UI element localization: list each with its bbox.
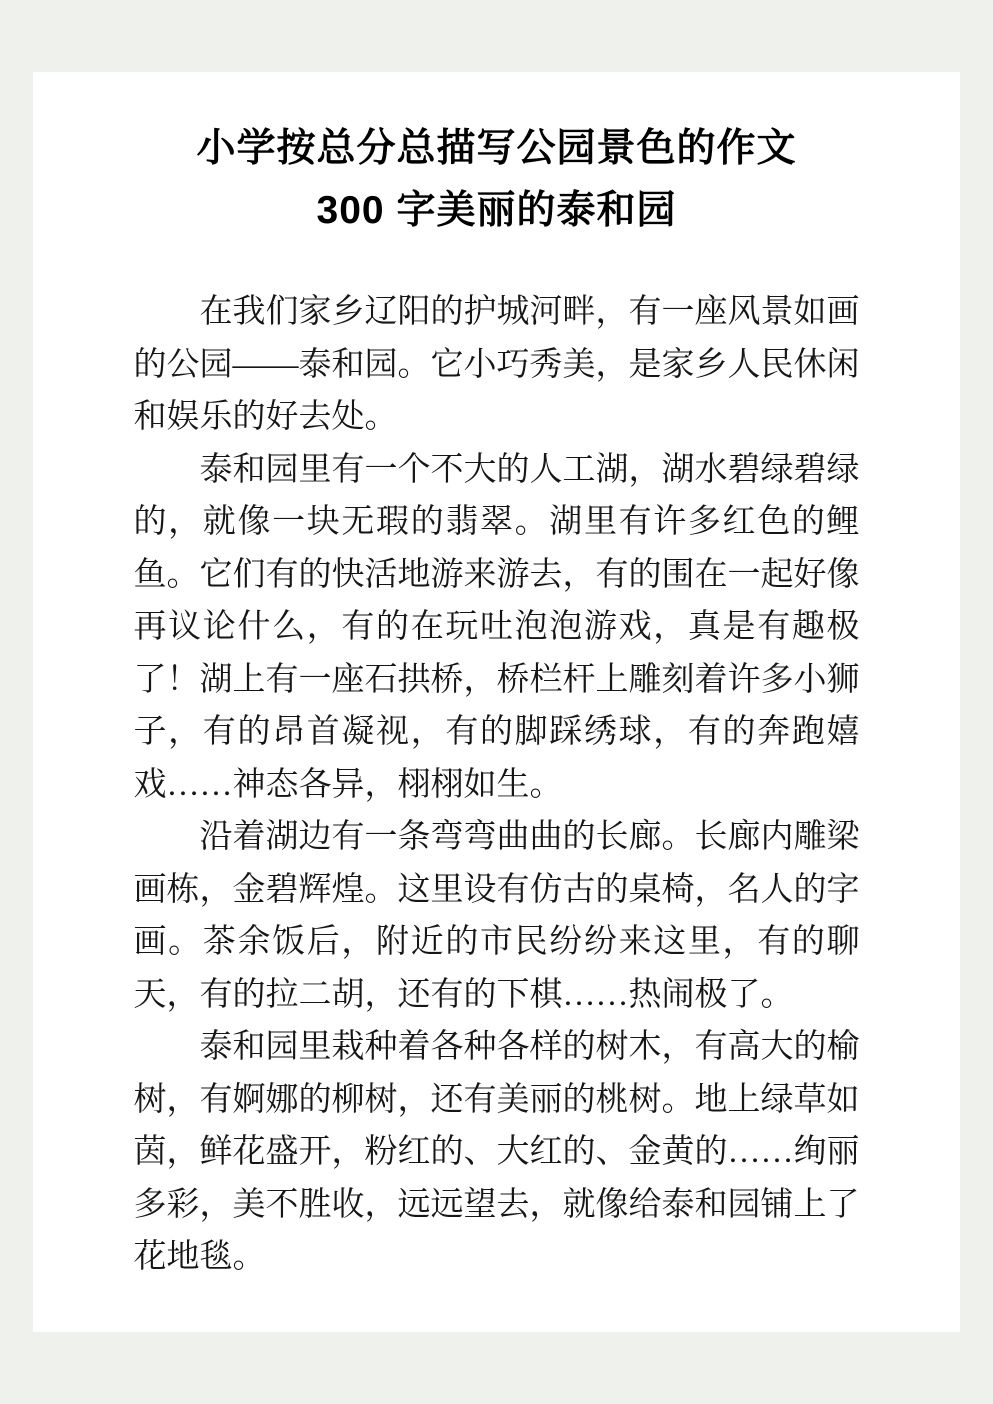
title-line-2: 300 字美丽的泰和园 xyxy=(316,189,677,232)
paragraph-trees: 泰和园里栽种着各种各样的树木，有高大的榆树，有婀娜的柳树，还有美丽的桃树。地上绿草如茵，鲜花盛开，粉红的、大红的、金黄的……绚丽多彩，美不胜收，远远望去，就像给泰和园铺上了花地毯。 xyxy=(133,1029,860,1275)
document-body xyxy=(134,286,860,1284)
paragraph-intro: 在我们家乡辽阳的护城河畔，有一座风景如画的公园——泰和园。它小巧秀美，是家乡人民休闲和娱乐的好去处。 xyxy=(133,294,860,435)
document-title xyxy=(93,118,900,242)
paragraph-corridor: 沿着湖边有一条弯弯曲曲的长廊。长廊内雕梁画栋，金碧辉煌。这里设有仿古的桌椅，名人的字画。茶余饭后，附近的市民纷纷来这里，有的聊天，有的拉二胡，还有的下棋……热闹极了。 xyxy=(133,819,860,1013)
title-line-1: 小学按总分总描写公园景色的作文 xyxy=(196,127,797,170)
document-page xyxy=(33,72,960,1332)
paragraph-lake: 泰和园里有一个不大的人工湖，湖水碧绿碧绿的，就像一块无瑕的翡翠。湖里有许多红色的鲤鱼。它们有的快活地游来游去，有的围在一起好像再议论什么，有的在玩吐泡泡游戏，真是有趣极了！湖上有一座石拱桥，桥栏杆上雕刻着许多小狮子，有的昂首凝视，有的脚踩绣球，有的奔跑嬉戏……神态各异，栩栩如生。 xyxy=(133,451,860,803)
